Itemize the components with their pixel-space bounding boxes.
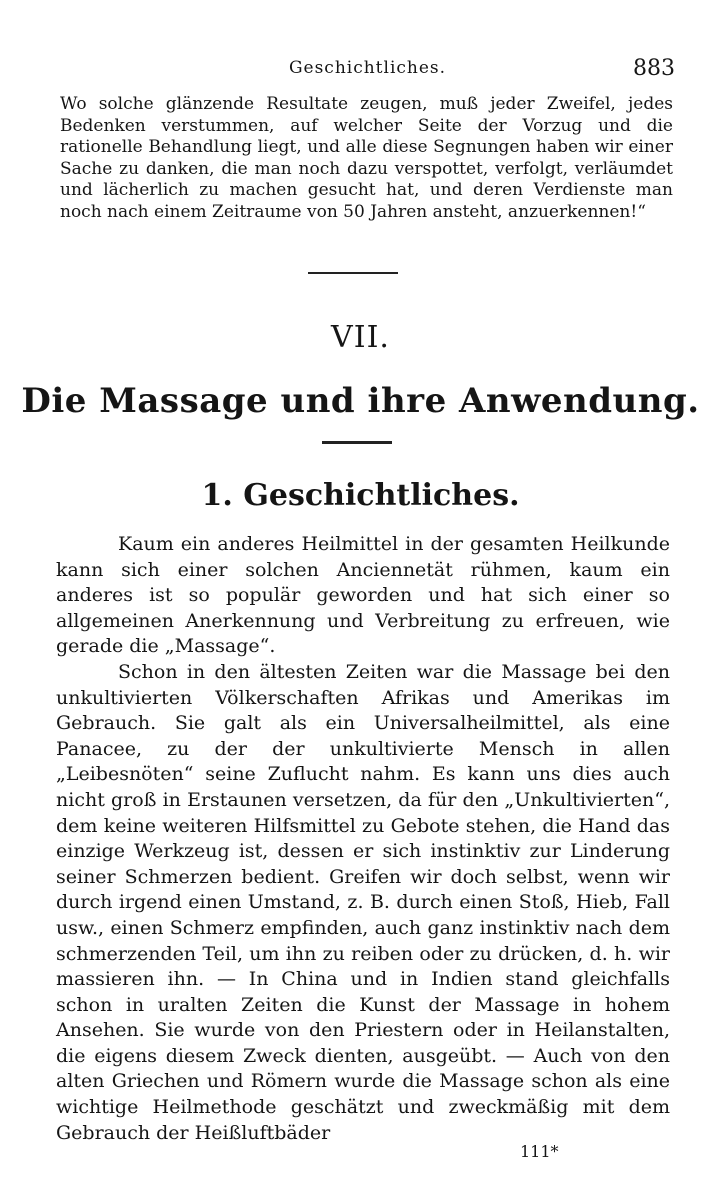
body-text xyxy=(56,532,670,1146)
paragraph: Kaum ein anderes Heilmittel in der gesamten Heilkunde kann sich einer solchen Anciennetät rühmen, kaum ein anderes ist so populär geworden und hat sich einer so allgemeinen Anerkennung und Verbreitung zu erfreuen, wie gerade die „Massage“. xyxy=(56,533,670,658)
chapter-number: VII. xyxy=(331,320,390,355)
title-rule xyxy=(322,441,392,444)
signature-mark: 111* xyxy=(520,1142,559,1161)
separator-rule xyxy=(308,272,398,274)
paragraph: Schon in den ältesten Zeiten war die Massage bei den unkultivierten Völkerschaften Afrikas und Amerikas im Gebrauch. Sie galt als ein Universalheilmittel, als eine Panacee, zu der der unkultivierte Mensch in allen „Leibesnöten“ seine Zuflucht nahm. Es kann uns dies auch nicht groß in Erstaunen versetzen, da für den „Unkultivierten“, dem keine weiteren Hilfsmittel zu Gebote stehen, die Hand das einzige Werkzeug ist, dessen er sich instinktiv zur Linderung seiner Schmerzen bedient. Greifen wir doch selbst, wenn wir durch irgend einen Umstand, z. B. durch einen Stoß, Hieb, Fall usw., einen Schmerz empfinden, auch ganz instinktiv nach dem schmerzenden Teil, um ihn zu reiben oder zu drücken, d. h. wir massieren ihn. — In China und in Indien stand gleichfalls schon in uralten Zeiten die Kunst der Massage in hohem Ansehen. Sie wurde von den Priestern oder in Heilanstalten, die eigens diesem Zweck dienten, ausgeübt. — Auch von den alten Griechen und Römern wurde die Massage schon als eine wichtige Heilmethode geschätzt und zweckmäßig mit dem Gebrauch der Heißluftbäder xyxy=(56,660,670,1144)
running-head xyxy=(60,54,675,84)
quote-block xyxy=(60,94,673,223)
chapter-title: Die Massage und ihre Anwendung. xyxy=(21,381,700,421)
page-number: 883 xyxy=(633,56,675,81)
section-heading: 1. Geschichtliches. xyxy=(201,478,520,513)
running-title: Geschichtliches. xyxy=(288,58,447,78)
quote-text: Wo solche glänzende Resultate zeugen, muß jeder Zweifel, jedes Bedenken verstummen, auf welcher Seite der Vorzug und die rationelle Behandlung liegt, und alle diese Segnungen haben wir einer Sache zu danken, die man noch dazu verspottet, verfolgt, verläumdet und lächerlich zu machen gesucht hat, und deren Verdienste man noch nach einem Zeitraume von 50 Jahren ansteht, anzuerkennen!“ xyxy=(60,94,673,222)
